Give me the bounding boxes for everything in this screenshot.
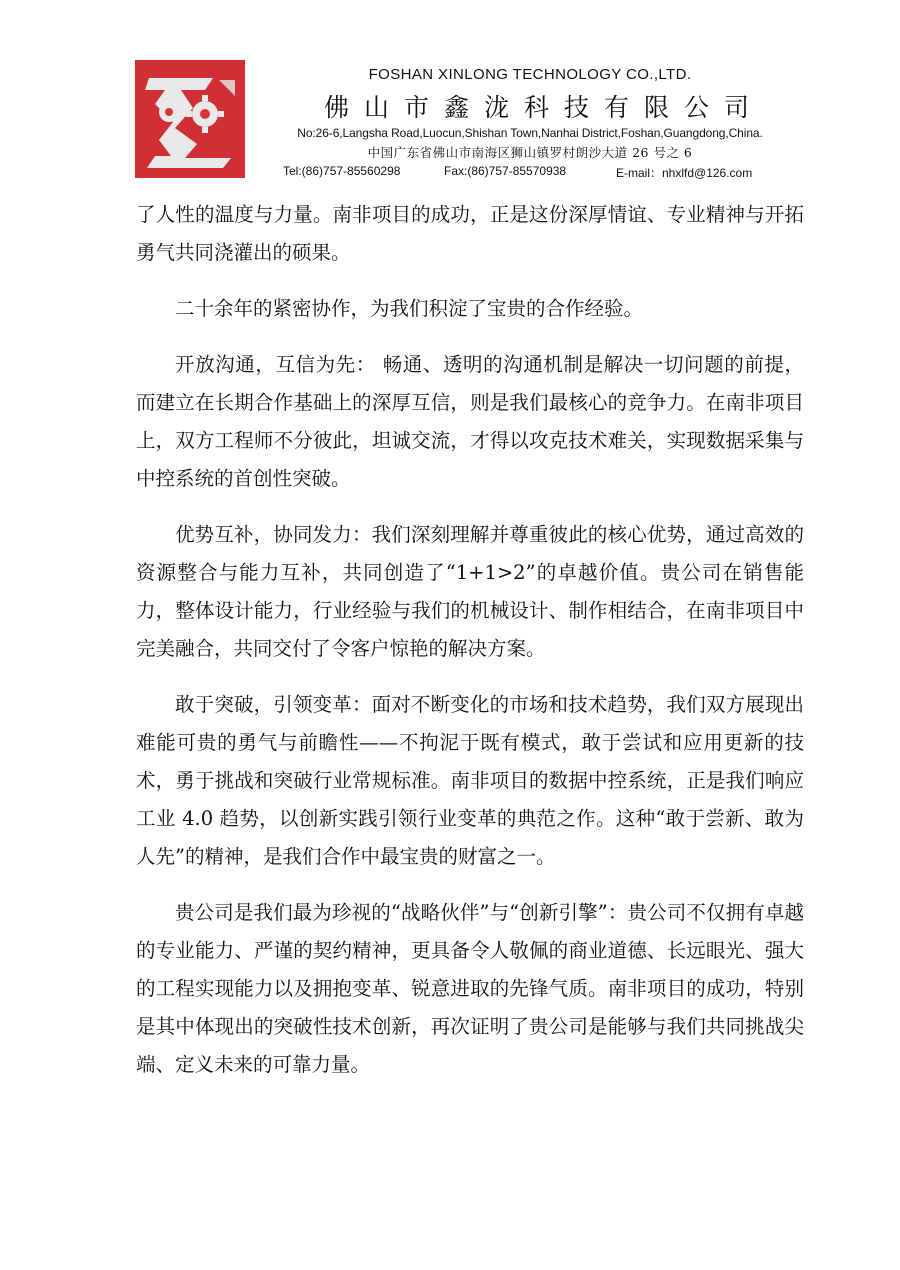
address-en: No:26-6,Langsha Road,Luocun,Shishan Town,Nanhai District,Foshan,Guangdong,China. [297, 126, 763, 140]
paragraph: 优势互补，协同发力：我们深刻理解并尊重彼此的核心优势，通过高效的资源整合与能力互补，共同创造了“1+1>2”的卓越价值。贵公司在销售能力，整体设计能力，行业经验与我们的机械设计、制作相结合，在南非项目中完美融合，共同交付了令客户惊艳的解决方案。 [136, 523, 804, 660]
letter-body [136, 196, 804, 1102]
fax: Fax:(86)757-85570938 [444, 164, 567, 178]
telephone: Tel:(86)757-85560298 [283, 164, 401, 178]
company-name-cn: 佛山市鑫泷科技有限公司 [323, 93, 764, 122]
xinlong-gear-logo-icon [135, 60, 245, 178]
paragraph: 开放沟通，互信为先： 畅通、透明的沟通机制是解决一切问题的前提，而建立在长期合作基础上的深厚互信，则是我们最核心的竞争力。在南非项目上，双方工程师不分彼此，坦诚交流，才得以攻克技术难关，实现数据采集与中控系统的首创性突破。 [136, 353, 804, 490]
email: E-mail：nhxlfd@126.com [616, 166, 753, 180]
company-logo [135, 60, 245, 178]
paragraph: 了人性的温度与力量。南非项目的成功，正是这份深厚情谊、专业精神与开拓勇气共同浇灌出的硕果。 [136, 203, 804, 264]
paragraph: 二十余年的紧密协作，为我们积淀了宝贵的合作经验。 [175, 297, 644, 320]
paragraph: 贵公司是我们最为珍视的“战略伙伴”与“创新引擎”：贵公司不仅拥有卓越的专业能力、严谨的契约精神，更具备令人敬佩的商业道德、长远眼光、强大的工程实现能力以及拥抱变革、锐意进取的先锋气质。南非项目的成功，特别是其中体现出的突破性技术创新，再次证明了贵公司是能够与我们共同挑战尖端、定义未来的可靠力量。 [136, 901, 804, 1076]
address-cn: 中国广东省佛山市南海区狮山镇罗村朗沙大道 26 号之 6 [367, 145, 693, 160]
paragraph: 敢于突破，引领变革：面对不断变化的市场和技术趋势，我们双方展现出难能可贵的勇气与前瞻性——不拘泥于既有模式，敢于尝试和应用更新的技术，勇于挑战和突破行业常规标准。南非项目的数据中控系统，正是我们响应工业 4.0 趋势，以创新实践引领行业变革的典范之作。这种“敢于尝新、敢为人先”的精神，是我们合作中最宝贵的财富之一。 [136, 693, 804, 868]
company-name-en: FOSHAN XINLONG TECHNOLOGY CO.,LTD. [368, 66, 692, 83]
